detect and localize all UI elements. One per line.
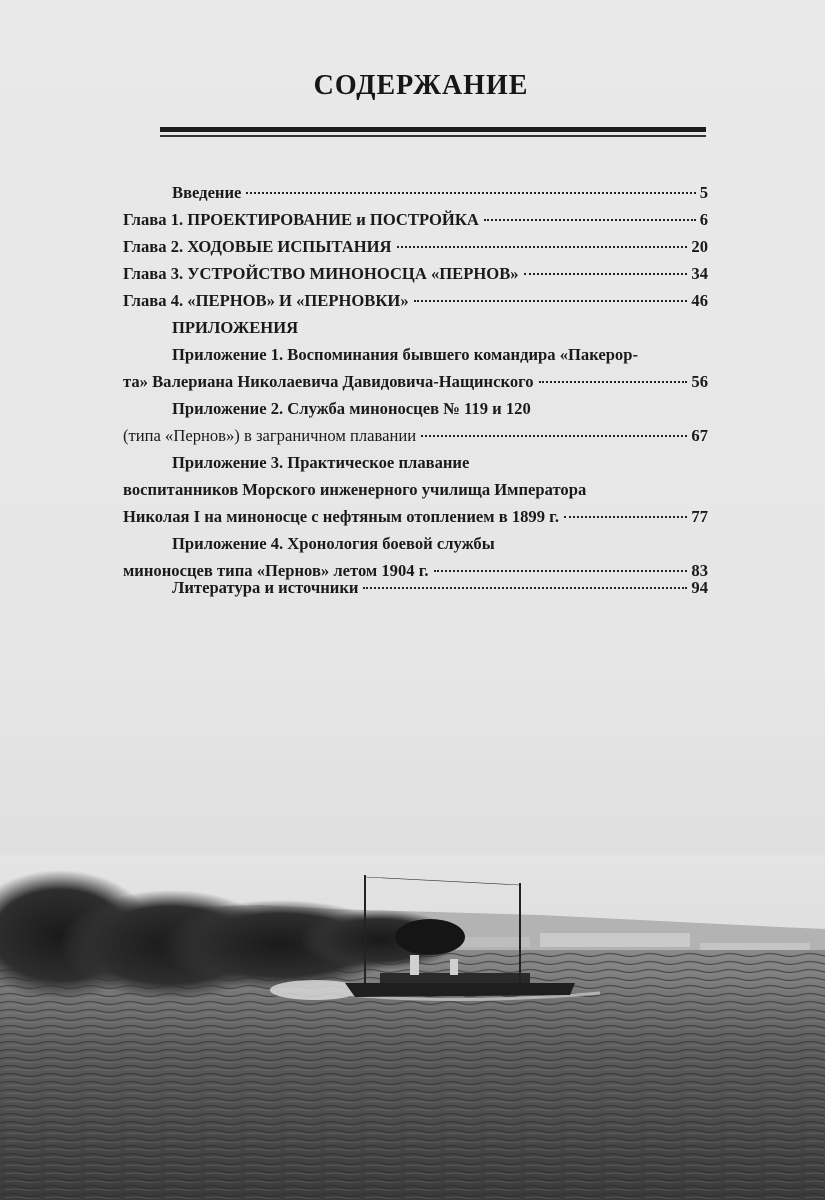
toc-entry-chapter-2[interactable]	[0, 234, 825, 261]
toc-leader	[414, 300, 688, 302]
toc-label: Глава 4. «ПЕРНОВ» И «ПЕРНОВКИ»	[123, 291, 409, 310]
table-of-contents	[0, 180, 825, 600]
toc-label: (типа «Пернов») в заграничном плавании	[123, 426, 417, 445]
toc-label: Глава 2. ХОДОВЫЕ ИСПЫТАНИЯ	[123, 237, 392, 256]
toc-entry-appendix-3[interactable]	[0, 504, 825, 531]
toc-entry-appendix-3-line-2[interactable]: воспитанников Морского инженерного училища Императора	[123, 480, 587, 499]
toc-label: Глава 3. УСТРОЙСТВО МИНОНОСЦА «ПЕРНОВ»	[123, 264, 519, 283]
toc-label: миноносцев типа «Пернов» летом 1904 г.	[123, 561, 429, 580]
toc-leader	[363, 587, 687, 589]
toc-page-number: 67	[691, 426, 708, 445]
toc-label: Глава 1. ПРОЕКТИРОВАНИЕ и ПОСТРОЙКА	[123, 210, 479, 229]
toc-leader	[484, 219, 696, 221]
toc-page-number: 46	[691, 291, 708, 310]
toc-page-number: 5	[699, 183, 708, 202]
toc-page-number: 20	[691, 237, 708, 256]
toc-leader	[434, 570, 688, 572]
toc-leader	[246, 192, 695, 194]
toc-label: та» Валериана Николаевича Давидовича-Нащинского	[123, 372, 534, 391]
toc-page-number: 94	[691, 578, 708, 597]
toc-entry-appendix-2-line-1[interactable]: Приложение 2. Служба миноносцев № 119 и 120	[172, 399, 531, 418]
title-rule-thick	[160, 127, 706, 132]
toc-page-number: 6	[699, 210, 708, 229]
torpedo-boat-photo	[0, 855, 825, 1200]
toc-entry-intro[interactable]	[0, 180, 825, 207]
toc-page-number: 77	[691, 507, 708, 526]
toc-leader	[397, 246, 688, 248]
toc-entry-chapter-4[interactable]	[0, 288, 825, 315]
toc-leader	[524, 273, 688, 275]
toc-entry-appendix-1[interactable]	[0, 369, 825, 396]
page-title: СОДЕРЖАНИЕ	[313, 70, 529, 101]
toc-entry-appendix-1-line-1[interactable]: Приложение 1. Воспоминания бывшего командира «Пакерор-	[172, 345, 638, 364]
toc-entry-chapter-1[interactable]	[0, 207, 825, 234]
toc-leader	[421, 435, 687, 437]
toc-page-number: 34	[691, 264, 708, 283]
toc-label: Литература и источники	[172, 578, 359, 597]
toc-label: Введение	[172, 183, 242, 202]
toc-leader	[539, 381, 688, 383]
toc-entry-appendix-3-line-1[interactable]: Приложение 3. Практическое плавание	[172, 453, 470, 472]
title-rule-thin	[160, 135, 706, 137]
toc-page-number: 56	[691, 372, 708, 391]
toc-leader	[564, 516, 687, 518]
toc-entry-appendix-2[interactable]	[0, 423, 825, 450]
toc-entry-chapter-3[interactable]	[0, 261, 825, 288]
appendices-heading: ПРИЛОЖЕНИЯ	[172, 318, 299, 337]
toc-label: Николая I на миноносце с нефтяным отоплением в 1899 г.	[123, 507, 559, 526]
toc-entry-appendix-4-line-1[interactable]: Приложение 4. Хронология боевой службы	[172, 534, 495, 553]
toc-page-number: 83	[691, 561, 708, 580]
toc-entry-literature[interactable]	[0, 575, 825, 602]
